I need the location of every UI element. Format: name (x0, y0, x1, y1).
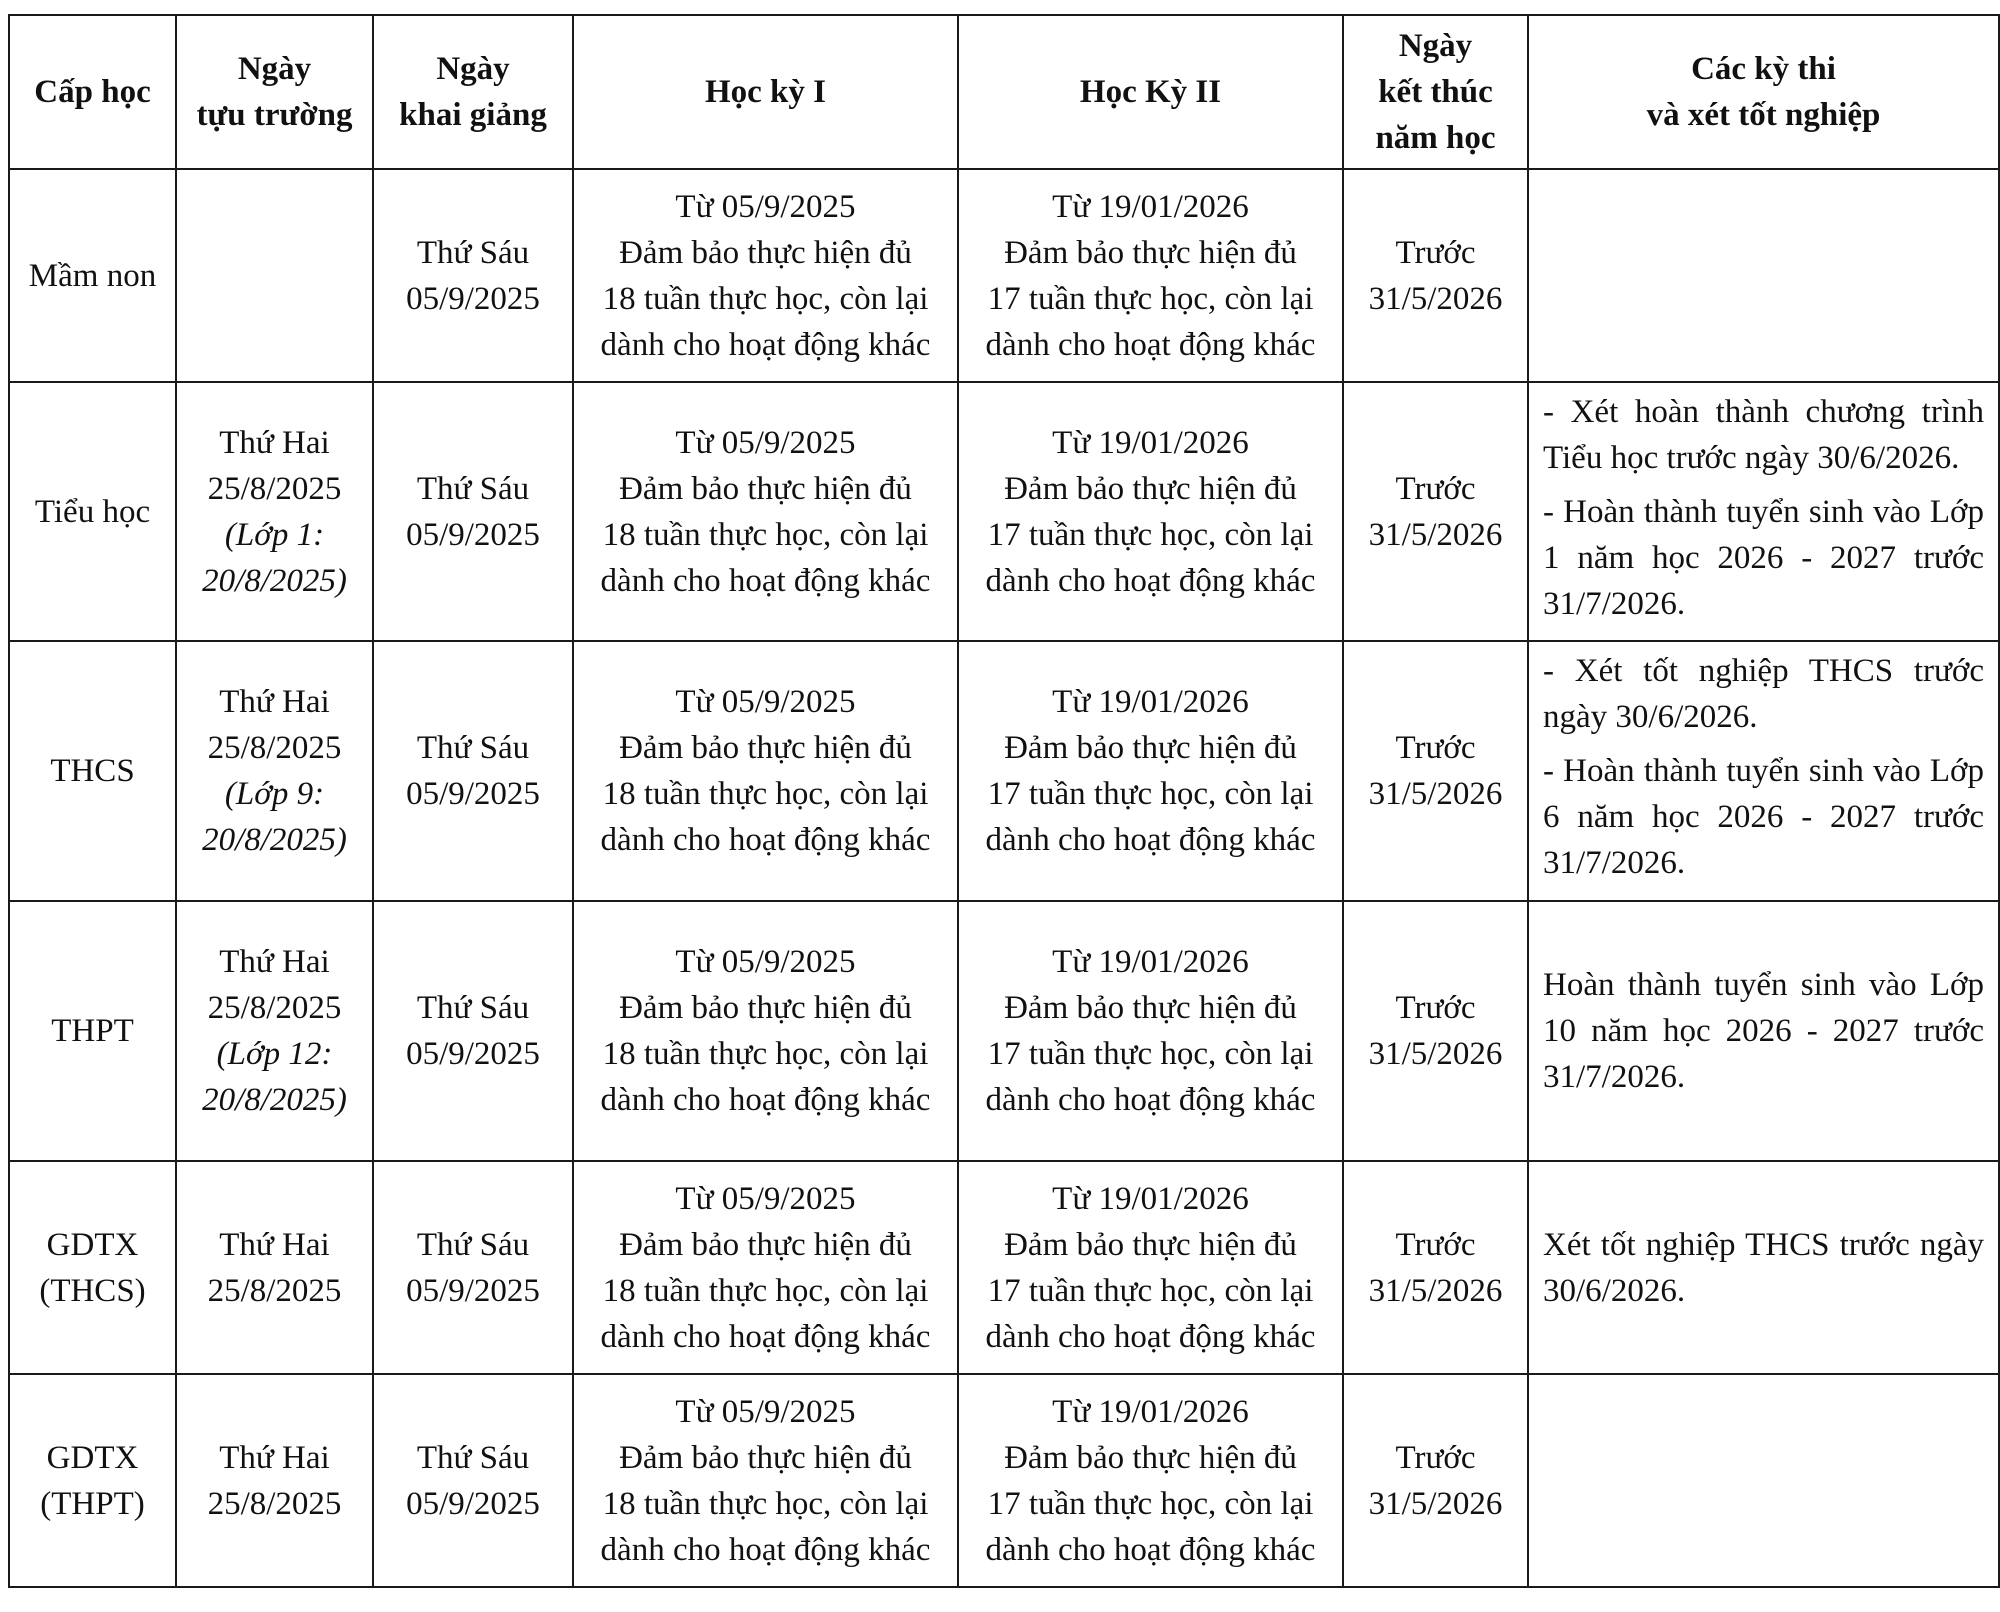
term-2-text: Đảm bảo thực hiện đủ (1004, 990, 1297, 1026)
opening-day-cell (373, 901, 573, 1161)
end-day-cell (1343, 901, 1528, 1161)
term-2-text: Đảm bảo thực hiện đủ (1004, 470, 1297, 507)
term-2-cell (958, 641, 1343, 901)
table-row (9, 382, 1999, 641)
term-2-text: dành cho hoạt động khác (985, 1531, 1316, 1568)
end-day-text: Trước (1395, 1439, 1476, 1476)
term-1-text: 18 tuần thực học, còn lại (602, 776, 929, 812)
return-day-text: Thứ Hai (219, 944, 330, 980)
term-1-text: Đảm bảo thực hiện đủ (619, 470, 912, 507)
term-1-text: Từ 05/9/2025 (675, 188, 856, 225)
header-term-2 (958, 15, 1343, 169)
header-term-1-text: Học kỳ I (704, 74, 826, 110)
end-day-text: Trước (1395, 730, 1476, 766)
term-2-cell (958, 169, 1343, 382)
header-return-day-line: tựu trường (196, 97, 353, 133)
term-1-text: Đảm bảo thực hiện đủ (619, 1226, 912, 1263)
term-2-text: 17 tuần thực học, còn lại (987, 1036, 1314, 1072)
term-1-text: dành cho hoạt động khác (600, 562, 931, 599)
header-level-text: Cấp học (34, 74, 151, 110)
term-2-text: 17 tuần thực học, còn lại (987, 776, 1314, 812)
end-day-cell (1343, 382, 1528, 641)
header-opening-day-line: Ngày (436, 51, 510, 87)
term-2-text: dành cho hoạt động khác (985, 1082, 1316, 1118)
return-day-cell (176, 169, 373, 382)
end-day-text: Trước (1395, 234, 1476, 271)
end-day-cell (1343, 1374, 1528, 1587)
end-day-cell (1343, 641, 1528, 901)
end-day-text: Trước (1395, 470, 1476, 507)
opening-day-text: Thứ Sáu (416, 730, 530, 766)
header-end-day-line: Ngày (1398, 28, 1473, 64)
return-day-cell (176, 382, 373, 641)
term-1-text: Đảm bảo thực hiện đủ (619, 234, 912, 271)
term-1-text: dành cho hoạt động khác (600, 326, 931, 363)
term-1-text: Từ 05/9/2025 (675, 1180, 856, 1217)
term-2-cell (958, 1374, 1343, 1587)
term-2-text: 17 tuần thực học, còn lại (987, 516, 1314, 553)
table-row (9, 641, 1999, 901)
term-1-cell (573, 382, 958, 641)
exam-note: - Xét hoàn thành chương trình Tiểu học trước ngày 30/6/2026. (1543, 394, 1984, 476)
term-1-cell (573, 169, 958, 382)
opening-day-cell (373, 641, 573, 901)
opening-day-cell (373, 1374, 573, 1587)
opening-day-text: Thứ Sáu (416, 1439, 530, 1476)
exams-cell (1528, 901, 1999, 1161)
exams-cell (1528, 1374, 1999, 1587)
exams-cell (1528, 382, 1999, 641)
end-day-text: Trước (1395, 1226, 1476, 1263)
level-text: (THCS) (39, 1272, 146, 1309)
term-1-text: Đảm bảo thực hiện đủ (619, 1439, 912, 1476)
opening-day-text: 05/9/2025 (406, 280, 540, 317)
term-1-text: Từ 05/9/2025 (675, 684, 856, 720)
level-text: THPT (51, 1013, 134, 1049)
level-cell (9, 382, 176, 641)
header-return-day (176, 15, 373, 169)
term-2-text: Từ 19/01/2026 (1052, 1393, 1249, 1430)
term-2-cell (958, 1161, 1343, 1374)
level-cell (9, 169, 176, 382)
level-text: Tiểu học (34, 493, 151, 530)
term-1-text: Từ 05/9/2025 (675, 944, 856, 980)
header-opening-day (373, 15, 573, 169)
term-1-text: dành cho hoạt động khác (600, 1318, 931, 1355)
term-2-text: dành cho hoạt động khác (985, 326, 1316, 363)
return-day-note: (Lớp 12: (216, 1036, 333, 1072)
table-body (9, 169, 1999, 1587)
return-day-text: 25/8/2025 (207, 1485, 342, 1522)
term-2-text: dành cho hoạt động khác (985, 822, 1316, 858)
return-day-cell (176, 641, 373, 901)
opening-day-text: 05/9/2025 (406, 776, 540, 812)
term-2-cell (958, 382, 1343, 641)
header-end-day-line: năm học (1375, 120, 1496, 156)
end-day-cell (1343, 1161, 1528, 1374)
opening-day-cell (373, 169, 573, 382)
opening-day-text: Thứ Sáu (416, 990, 530, 1026)
term-2-text: dành cho hoạt động khác (985, 562, 1316, 599)
end-day-text: 31/5/2026 (1368, 776, 1503, 812)
level-cell (9, 1374, 176, 1587)
level-text: THCS (50, 753, 135, 789)
term-1-text: Từ 05/9/2025 (675, 1393, 856, 1430)
return-day-text: 25/8/2025 (207, 730, 342, 766)
term-1-text: Đảm bảo thực hiện đủ (619, 990, 912, 1026)
term-1-text: 18 tuần thực học, còn lại (602, 516, 929, 553)
exam-note: - Hoàn thành tuyển sinh vào Lớp 6 năm học 2026 - 2027 trước 31/7/2026. (1543, 753, 1984, 881)
exam-note: - Xét tốt nghiệp THCS trước ngày 30/6/2026. (1543, 653, 1984, 735)
level-cell (9, 1161, 176, 1374)
term-1-text: 18 tuần thực học, còn lại (602, 1485, 929, 1522)
exam-note: Hoàn thành tuyển sinh vào Lớp 10 năm học 2026 - 2027 trước 31/7/2026. (1543, 967, 1984, 1095)
term-2-text: Đảm bảo thực hiện đủ (1004, 234, 1297, 271)
return-day-cell (176, 1374, 373, 1587)
table-row (9, 1374, 1999, 1587)
opening-day-text: 05/9/2025 (406, 1485, 540, 1522)
term-2-text: 17 tuần thực học, còn lại (987, 280, 1314, 317)
term-2-text: Đảm bảo thực hiện đủ (1004, 1226, 1297, 1263)
return-day-text: 25/8/2025 (207, 990, 342, 1026)
header-end-day-line: kết thúc (1378, 74, 1493, 110)
header-exams-line: và xét tốt nghiệp (1646, 97, 1881, 133)
end-day-text: Trước (1395, 990, 1476, 1026)
header-exams-line: Các kỳ thi (1691, 51, 1836, 87)
header-opening-day-line: khai giảng (399, 97, 547, 133)
exams-cell (1528, 641, 1999, 901)
return-day-text: 25/8/2025 (207, 1272, 342, 1309)
opening-day-text: 05/9/2025 (406, 1272, 540, 1309)
level-text: GDTX (46, 1226, 139, 1263)
end-day-text: 31/5/2026 (1368, 1485, 1503, 1522)
term-2-text: 17 tuần thực học, còn lại (987, 1485, 1314, 1522)
term-1-cell (573, 1161, 958, 1374)
term-1-text: 18 tuần thực học, còn lại (602, 280, 929, 317)
opening-day-text: Thứ Sáu (416, 234, 530, 271)
term-2-text: Từ 19/01/2026 (1052, 684, 1249, 720)
return-day-note: 20/8/2025) (202, 1082, 347, 1118)
table-row (9, 1161, 1999, 1374)
return-day-text: Thứ Hai (219, 684, 330, 720)
term-1-text: 18 tuần thực học, còn lại (602, 1272, 929, 1309)
opening-day-text: 05/9/2025 (406, 516, 540, 553)
return-day-cell (176, 901, 373, 1161)
end-day-text: 31/5/2026 (1368, 280, 1503, 317)
level-cell (9, 641, 176, 901)
term-1-text: Đảm bảo thực hiện đủ (619, 730, 912, 766)
term-1-cell (573, 641, 958, 901)
term-2-text: Từ 19/01/2026 (1052, 1180, 1249, 1217)
end-day-text: 31/5/2026 (1368, 1272, 1503, 1309)
document-page (8, 14, 2000, 1588)
header-return-day-line: Ngày (237, 51, 312, 87)
school-year-schedule-table (8, 14, 2000, 1588)
return-day-note: (Lớp 9: (224, 776, 325, 812)
term-2-text: dành cho hoạt động khác (985, 1318, 1316, 1355)
table-row (9, 169, 1999, 382)
opening-day-text: Thứ Sáu (416, 1226, 530, 1263)
header-level (9, 15, 176, 169)
return-day-text: Thứ Hai (219, 424, 330, 461)
term-2-text: Từ 19/01/2026 (1052, 188, 1249, 225)
term-1-text: dành cho hoạt động khác (600, 822, 931, 858)
header-term-1 (573, 15, 958, 169)
exam-note: Xét tốt nghiệp THCS trước ngày 30/6/2026. (1543, 1226, 1984, 1309)
header-term-2-text: Học Kỳ II (1079, 74, 1222, 110)
term-1-text: dành cho hoạt động khác (600, 1531, 931, 1568)
return-day-cell (176, 1161, 373, 1374)
opening-day-text: Thứ Sáu (416, 470, 530, 507)
level-text: (THPT) (40, 1485, 145, 1522)
header-end-day (1343, 15, 1528, 169)
opening-day-cell (373, 382, 573, 641)
term-1-text: Từ 05/9/2025 (675, 424, 856, 461)
header-row (9, 15, 1999, 169)
end-day-text: 31/5/2026 (1368, 1036, 1503, 1072)
end-day-cell (1343, 169, 1528, 382)
exams-cell (1528, 1161, 1999, 1374)
level-text: GDTX (46, 1439, 139, 1476)
term-2-cell (958, 901, 1343, 1161)
exam-note: - Hoàn thành tuyển sinh vào Lớp 1 năm học 2026 - 2027 trước 31/7/2026. (1543, 494, 1984, 622)
return-day-text: 25/8/2025 (207, 470, 342, 507)
table-row (9, 901, 1999, 1161)
opening-day-cell (373, 1161, 573, 1374)
return-day-text: Thứ Hai (219, 1439, 330, 1476)
term-2-text: 17 tuần thực học, còn lại (987, 1272, 1314, 1309)
term-2-text: Từ 19/01/2026 (1052, 944, 1249, 980)
term-1-text: dành cho hoạt động khác (600, 1082, 931, 1118)
return-day-note: 20/8/2025) (202, 562, 347, 599)
term-2-text: Đảm bảo thực hiện đủ (1004, 1439, 1297, 1476)
term-1-text: 18 tuần thực học, còn lại (602, 1036, 929, 1072)
return-day-text: Thứ Hai (219, 1226, 330, 1263)
level-text: Mầm non (28, 257, 157, 294)
return-day-note: 20/8/2025) (202, 822, 347, 858)
term-1-cell (573, 1374, 958, 1587)
opening-day-text: 05/9/2025 (406, 1036, 540, 1072)
exams-cell (1528, 169, 1999, 382)
header-exams (1528, 15, 1999, 169)
return-day-note: (Lớp 1: (224, 516, 325, 553)
end-day-text: 31/5/2026 (1368, 516, 1503, 553)
term-2-text: Đảm bảo thực hiện đủ (1004, 730, 1297, 766)
term-2-text: Từ 19/01/2026 (1052, 424, 1249, 461)
term-1-cell (573, 901, 958, 1161)
level-cell (9, 901, 176, 1161)
